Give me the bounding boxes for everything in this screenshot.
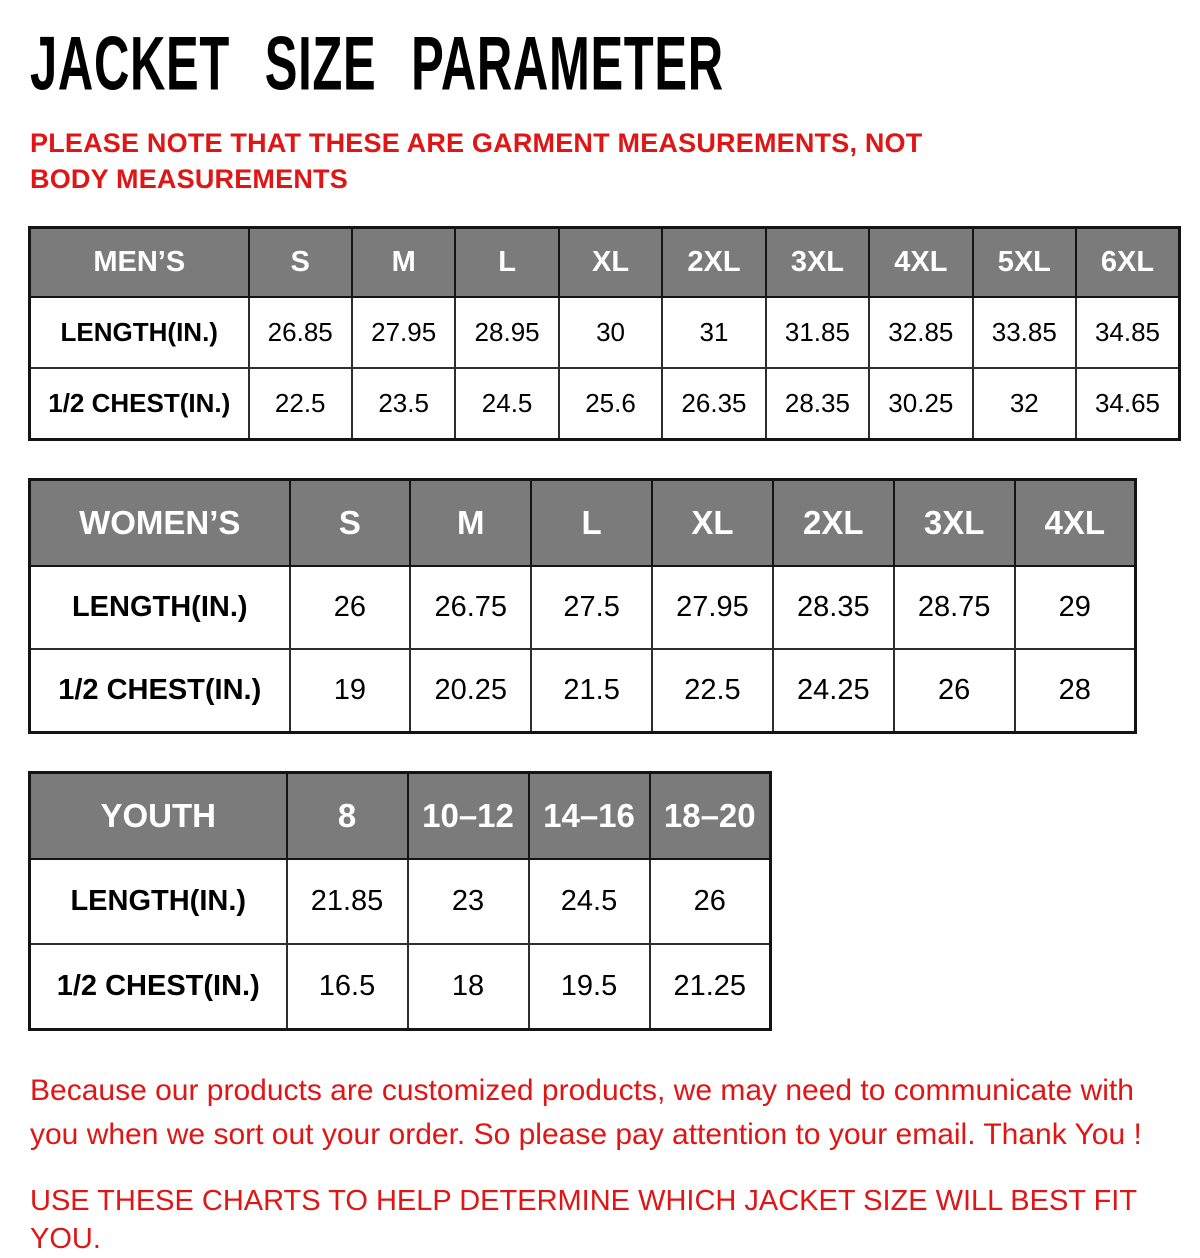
youth-table-title: YOUTH	[30, 772, 287, 859]
womens-length-s: 26	[290, 566, 411, 649]
youth-length-8: 21.85	[287, 859, 408, 944]
mens-size-header-3xl: 3XL	[766, 227, 869, 297]
womens-length-row	[30, 566, 1136, 649]
youth-size-header-10-12: 10–12	[408, 772, 529, 859]
mens-size-header-m: M	[352, 227, 455, 297]
youth-size-table	[28, 771, 772, 1031]
mens-length-3xl: 31.85	[766, 297, 869, 368]
womens-header-row	[30, 479, 1136, 566]
youth-chest-8: 16.5	[287, 944, 408, 1029]
jacket-size-parameter-page	[0, 21, 1200, 1255]
youth-length-18-20: 26	[650, 859, 771, 944]
mens-length-6xl: 34.85	[1076, 297, 1180, 368]
mens-chest-5xl: 32	[973, 368, 1076, 439]
womens-length-label: LENGTH(IN.)	[30, 566, 290, 649]
footer-fit-note: USE THESE CHARTS TO HELP DETERMINE WHICH JACKET SIZE WILL BEST FIT YOU.	[30, 1185, 1137, 1255]
mens-size-header-xl: XL	[559, 227, 662, 297]
mens-chest-m: 23.5	[352, 368, 455, 439]
mens-chest-2xl: 26.35	[662, 368, 765, 439]
womens-chest-xl: 22.5	[652, 649, 773, 732]
youth-size-header-18-20: 18–20	[650, 772, 771, 859]
mens-size-table	[28, 226, 1181, 441]
womens-length-l: 27.5	[531, 566, 652, 649]
womens-size-header-s: S	[290, 479, 411, 566]
womens-chest-row	[30, 649, 1136, 732]
mens-chest-l: 24.5	[455, 368, 558, 439]
youth-length-row	[30, 859, 771, 944]
womens-length-xl: 27.95	[652, 566, 773, 649]
mens-size-header-4xl: 4XL	[869, 227, 972, 297]
womens-length-m: 26.75	[410, 566, 531, 649]
mens-table-title: MEN’S	[30, 227, 249, 297]
womens-length-3xl: 28.75	[894, 566, 1015, 649]
womens-table-title: WOMEN’S	[30, 479, 290, 566]
footer-customization-note: Because our products are customized products, we may need to communicate with you when we sort out your order. So please pay attention to your email. Thank You !	[30, 1073, 1142, 1151]
womens-chest-m: 20.25	[410, 649, 531, 732]
womens-chest-l: 21.5	[531, 649, 652, 732]
mens-chest-xl: 25.6	[559, 368, 662, 439]
womens-chest-s: 19	[290, 649, 411, 732]
youth-size-header-8: 8	[287, 772, 408, 859]
youth-length-label: LENGTH(IN.)	[30, 859, 287, 944]
mens-chest-s: 22.5	[249, 368, 352, 439]
mens-header-row	[30, 227, 1180, 297]
mens-length-l: 28.95	[455, 297, 558, 368]
mens-chest-3xl: 28.35	[766, 368, 869, 439]
womens-size-header-l: L	[531, 479, 652, 566]
youth-length-10-12: 23	[408, 859, 529, 944]
womens-size-header-3xl: 3XL	[894, 479, 1015, 566]
youth-header-row	[30, 772, 771, 859]
youth-chest-14-16: 19.5	[529, 944, 650, 1029]
mens-chest-4xl: 30.25	[869, 368, 972, 439]
mens-length-s: 26.85	[249, 297, 352, 368]
mens-size-header-s: S	[249, 227, 352, 297]
womens-size-header-4xl: 4XL	[1015, 479, 1136, 566]
mens-size-header-6xl: 6XL	[1076, 227, 1180, 297]
mens-length-4xl: 32.85	[869, 297, 972, 368]
mens-size-header-2xl: 2XL	[662, 227, 765, 297]
mens-length-xl: 30	[559, 297, 662, 368]
youth-chest-row	[30, 944, 771, 1029]
womens-size-header-xl: XL	[652, 479, 773, 566]
womens-chest-3xl: 26	[894, 649, 1015, 732]
womens-chest-2xl: 24.25	[773, 649, 894, 732]
womens-size-header-m: M	[410, 479, 531, 566]
womens-length-4xl: 29	[1015, 566, 1136, 649]
mens-size-header-5xl: 5XL	[973, 227, 1076, 297]
womens-length-2xl: 28.35	[773, 566, 894, 649]
womens-size-table	[28, 478, 1137, 734]
womens-size-header-2xl: 2XL	[773, 479, 894, 566]
mens-chest-6xl: 34.65	[1076, 368, 1180, 439]
mens-chest-label: 1/2 CHEST(IN.)	[30, 368, 249, 439]
youth-chest-label: 1/2 CHEST(IN.)	[30, 944, 287, 1029]
womens-chest-label: 1/2 CHEST(IN.)	[30, 649, 290, 732]
mens-length-2xl: 31	[662, 297, 765, 368]
title-wrap	[30, 21, 1200, 107]
garment-measurement-note: PLEASE NOTE THAT THESE ARE GARMENT MEASUREMENTS, NOT BODY MEASUREMENTS	[30, 128, 923, 194]
mens-length-m: 27.95	[352, 297, 455, 368]
mens-length-row	[30, 297, 1180, 368]
mens-size-header-l: L	[455, 227, 558, 297]
mens-length-5xl: 33.85	[973, 297, 1076, 368]
mens-chest-row	[30, 368, 1180, 439]
youth-chest-18-20: 21.25	[650, 944, 771, 1029]
womens-chest-4xl: 28	[1015, 649, 1136, 732]
youth-length-14-16: 24.5	[529, 859, 650, 944]
youth-size-header-14-16: 14–16	[529, 772, 650, 859]
mens-length-label: LENGTH(IN.)	[30, 297, 249, 368]
youth-chest-10-12: 18	[408, 944, 529, 1029]
page-title: JACKET SIZE PARAMETER	[30, 21, 724, 107]
